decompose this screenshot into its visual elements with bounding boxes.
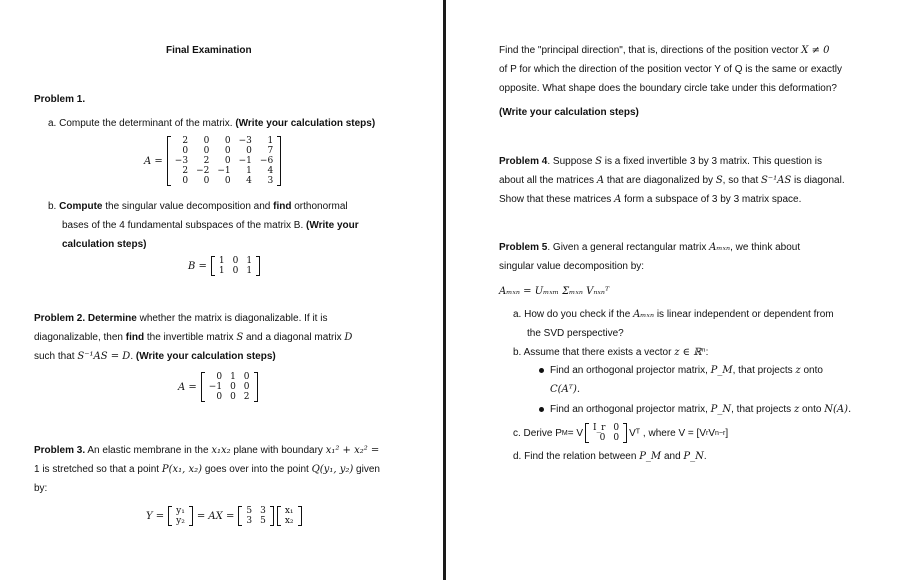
- problem-2-math: S⁻¹AS = D: [77, 351, 131, 362]
- problem-2-math: D: [344, 332, 353, 343]
- matrix-cell: 0: [243, 372, 250, 382]
- problem-5c-text: c. Derive P: [513, 427, 562, 439]
- problem-3-math: Q(y₁, y₂): [311, 464, 354, 475]
- problem-3-math: x₁x₂: [211, 445, 231, 456]
- matrix-cell: 0: [224, 156, 231, 166]
- matrix-cell: 0: [599, 433, 606, 443]
- problem-5-line2: singular value decomposition by:: [499, 261, 645, 272]
- problem-3-heading: Problem 3.: [34, 445, 86, 456]
- matrix-cell: 0: [230, 382, 236, 392]
- matrix-cell: x₂: [284, 516, 294, 526]
- matrix-cell: 0: [613, 433, 620, 443]
- matrix-cell: 0: [232, 256, 239, 266]
- problem-4-text: Show that these matrices: [499, 194, 615, 205]
- problem-3-math: x₁² + x₂² =: [325, 445, 380, 456]
- problem-5a-line2: the SVD perspective?: [527, 328, 624, 339]
- matrix-cell: 3: [267, 176, 274, 186]
- matrix-cell: 5: [246, 506, 253, 516]
- matrix-cell: 0: [216, 392, 223, 402]
- problem-1a-steps: (Write your calculation steps): [235, 118, 376, 129]
- matrix-cell: 1: [218, 266, 225, 276]
- matrix-A-5x5: [144, 136, 281, 186]
- matrix-cell: 1: [246, 166, 252, 176]
- matrix-cell: 3: [246, 516, 253, 526]
- vector-x-table: [281, 506, 298, 526]
- problem-2-text: the invertible matrix: [144, 332, 237, 343]
- r1-line1: [499, 44, 829, 57]
- problem-4-line1: [499, 155, 822, 168]
- problem-5c-text: V: [708, 427, 716, 439]
- problem-2-math: S: [236, 332, 244, 343]
- matrix-cell: 4: [246, 176, 252, 186]
- bullet-1-line1: [539, 364, 823, 377]
- problem-2-text: .: [130, 351, 136, 362]
- problem-5-math: Aₘₓₙ: [709, 242, 731, 253]
- matrix-cell: 1: [246, 256, 253, 266]
- problem-1b-text: the singular value decomposition and: [102, 201, 274, 212]
- matrix-cell: 0: [203, 146, 210, 156]
- matrix-row: [205, 372, 254, 382]
- problem-1b-line1: [48, 200, 348, 213]
- matrix-cell: x₁: [284, 506, 294, 516]
- problem-5c-sub: n−r: [715, 429, 726, 437]
- problem-2-line2: [34, 331, 352, 344]
- problem-5d-math: P_N: [683, 451, 704, 462]
- matrix-cell: 0: [224, 136, 231, 146]
- matrix-row: [171, 176, 277, 186]
- problem-2-text: whether the matrix is diagonalizable. If it is: [136, 313, 328, 324]
- problem-5a-text: is linear independent or dependent from: [654, 309, 834, 320]
- problem-5b-text: b. Assume that there exists a vector: [513, 347, 675, 358]
- problem-1b-text: bases of the 4 fundamental subspaces of the matrix B.: [62, 220, 307, 231]
- bullet-1-text: Find an orthogonal projector matrix,: [550, 365, 711, 376]
- problem-4-math: A: [614, 194, 622, 205]
- bullet-2: [539, 403, 851, 416]
- r1-math: X ≠ 0: [801, 45, 830, 56]
- problem-1b-line2: [62, 219, 359, 232]
- matrix-cell: 2: [182, 136, 189, 146]
- matrix-cell: 3: [260, 506, 266, 516]
- problem-4-text: . Suppose: [547, 156, 596, 167]
- bullet-1-line2: C(Aᵀ).: [550, 384, 581, 395]
- problem-4-text: is a fixed invertible 3 by 3 matrix. This question is: [602, 156, 822, 167]
- matrix-cell: 1: [267, 136, 274, 146]
- problem-1b-line3: calculation steps): [62, 239, 147, 250]
- problem-4-line2: [499, 174, 845, 187]
- problem-5c-sub: M: [561, 429, 568, 437]
- matrix-cell: −6: [259, 156, 274, 166]
- matrix-cell: 2: [182, 166, 189, 176]
- matrix-row: [281, 516, 298, 526]
- matrix-cell: y₂: [176, 516, 185, 526]
- problem-3-text: An elastic membrane in the: [85, 445, 212, 456]
- matrix-row: [171, 136, 277, 146]
- bullet-2-text: , that projects: [731, 404, 794, 415]
- problem-2-text: such that: [34, 351, 78, 362]
- matrix-A2-label: A =: [178, 381, 197, 393]
- right-page: [447, 0, 897, 580]
- problem-4-math: A: [596, 175, 605, 186]
- left-page: [0, 0, 444, 580]
- problem-5a-text: a. How do you check if the: [513, 309, 634, 320]
- matrix-cell: 2: [203, 156, 210, 166]
- r1-line3: opposite. What shape does the boundary circle take under this deformation?: [499, 83, 837, 94]
- problem-2-steps: (Write your calculation steps): [135, 351, 276, 362]
- problem-1b-text: Compute: [59, 201, 103, 212]
- matrix-row: [205, 382, 254, 392]
- matrix-cell: 0: [224, 146, 231, 156]
- problem-5a-math: Aₘₓₙ: [633, 309, 655, 320]
- matrix-A2-table: [205, 372, 254, 402]
- problem-4-math: S: [595, 156, 603, 167]
- problem-3-equation: [146, 506, 302, 526]
- problem-5-text: , we think about: [730, 242, 801, 253]
- vector-y-table: [172, 506, 189, 526]
- problem-4-text: that are diagonalized by: [604, 175, 716, 186]
- matrix-cell: 0: [182, 176, 189, 186]
- problem-5d-text: d. Find the relation between: [513, 451, 640, 462]
- matrix-row: [281, 506, 298, 516]
- matrix-cell: 7: [267, 146, 274, 156]
- page-title: Final Examination: [166, 45, 252, 56]
- problem-3-line3: by:: [34, 483, 48, 494]
- matrix-row: [589, 423, 623, 433]
- bullet-1-text: onto: [800, 365, 823, 376]
- matrix-cell: 0: [203, 176, 210, 186]
- matrix-cell: y₁: [176, 506, 185, 516]
- matrix-p3-table: [242, 506, 269, 526]
- matrix-right-bracket: [277, 136, 281, 186]
- problem-1a-prompt: a. Compute the determinant of the matrix.: [48, 118, 236, 129]
- matrix-right-bracket: [270, 506, 274, 526]
- matrix-row: [171, 166, 277, 176]
- svd-equation: Aₘₓₙ = Uₘₓₘ Σₘₓₙ Vₙₓₙᵀ: [499, 286, 610, 297]
- problem-1a-text: [48, 117, 375, 130]
- matrix-row: [242, 506, 269, 516]
- matrix-row: [215, 256, 256, 266]
- problem-1-heading: Problem 1.: [34, 94, 86, 105]
- problem-5-heading: Problem 5: [499, 242, 548, 253]
- bullet-2-text: Find an orthogonal projector matrix,: [550, 404, 711, 415]
- matrix-row: [172, 516, 189, 526]
- bullet-2-math: z: [793, 404, 800, 415]
- matrix-B-table: [215, 256, 256, 276]
- matrix-cell: 0: [232, 266, 239, 276]
- matrix-right-bracket: [298, 506, 302, 526]
- matrix-row: [215, 266, 256, 276]
- matrix-right-bracket: [256, 256, 260, 276]
- r1-line4: (Write your calculation steps): [499, 107, 639, 118]
- matrix-cell: 0: [224, 176, 231, 186]
- problem-2-text: and a diagonal matrix: [243, 332, 345, 343]
- matrix-cell: 0: [216, 372, 223, 382]
- matrix-cell: 5: [260, 516, 266, 526]
- problem-4-heading: Problem 4: [499, 156, 548, 167]
- problem-5b-text: :: [705, 347, 709, 358]
- problem-3-text: goes over into the point: [202, 464, 312, 475]
- matrix-cell: 0: [182, 146, 189, 156]
- matrix-cell: −1: [238, 156, 252, 166]
- matrix-cell: 0: [613, 423, 620, 433]
- matrix-cell: 0: [246, 146, 252, 156]
- matrix-cell: −3: [238, 136, 252, 146]
- matrix-row: [171, 156, 277, 166]
- matrix-right-bracket: [189, 506, 193, 526]
- matrix-cell: I_r: [593, 423, 606, 433]
- problem-5b: [513, 346, 708, 359]
- problem-5c-text: = V: [567, 427, 584, 439]
- problem-4-math: S: [715, 175, 723, 186]
- matrix-row: [205, 392, 254, 402]
- problem-5-line1: [499, 241, 800, 254]
- bullet-icon: [539, 407, 544, 412]
- problem-1b-text: (Write your: [306, 220, 359, 231]
- matrix-cell: 2: [243, 392, 250, 402]
- matrix-B: [188, 256, 260, 276]
- problem-4-text: is diagonal.: [791, 175, 845, 186]
- problem-3-text: plane with boundary: [230, 445, 326, 456]
- problem-4-text: about all the matrices: [499, 175, 597, 186]
- r1-line2: of P for which the direction of the position vector Y of Q is the same or exactly: [499, 64, 842, 75]
- bullet-1-text: , that projects: [732, 365, 796, 376]
- problem-4-line3: [499, 193, 801, 206]
- matrix-cell: 0: [203, 136, 210, 146]
- matrix-right-bracket: [623, 423, 627, 443]
- r1-text: Find the "principal direction", that is, directions of the position vector: [499, 45, 802, 56]
- problem-4-text: form a subspace of 3 by 3 matrix space.: [621, 194, 802, 205]
- matrix-cell: −1: [217, 166, 231, 176]
- problem-5c-text: ]: [725, 427, 729, 439]
- problem-2-heading: Problem 2.: [34, 313, 88, 324]
- problem-1b-text: b.: [48, 201, 60, 212]
- matrix-cell: 0: [230, 392, 236, 402]
- problem-2-text: find: [125, 332, 145, 343]
- bullet-1-math: P_M: [710, 365, 733, 376]
- matrix-cell: −3: [174, 156, 189, 166]
- problem-5d-math: P_M: [639, 451, 662, 462]
- bullet-icon: [539, 368, 544, 373]
- matrix-A-3x3: [178, 372, 258, 402]
- bullet-2-math: P_N: [710, 404, 732, 415]
- problem-1b-text: orthonormal: [291, 201, 348, 212]
- problem-5b-math: z ∈ ℝⁿ: [674, 347, 706, 358]
- problem-5c-sub: r: [706, 429, 709, 437]
- matrix-row: [242, 516, 269, 526]
- problem-3-text: given: [353, 464, 380, 475]
- problem-5a-line1: [513, 308, 834, 321]
- matrix-cell: 0: [243, 382, 250, 392]
- matrix-B-label: B =: [188, 260, 207, 272]
- matrix-A-table: [171, 136, 277, 186]
- problem-2-line1: [34, 312, 327, 325]
- matrix-row: [589, 433, 623, 443]
- matrix-row: [171, 146, 277, 156]
- bullet-2-math: N(A).: [824, 404, 852, 415]
- problem-4-text: , so that: [722, 175, 762, 186]
- matrix-right-bracket: [254, 372, 258, 402]
- matrix-cell: 1: [246, 266, 253, 276]
- problem-5-text: . Given a general rectangular matrix: [547, 242, 710, 253]
- problem-1b-text: find: [273, 201, 292, 212]
- matrix-cell: 1: [218, 256, 225, 266]
- problem-4-math: S⁻¹AS: [761, 175, 792, 186]
- matrix-A-label: A =: [144, 155, 163, 167]
- bullet-2-text: onto: [799, 404, 825, 415]
- matrix-row: [172, 506, 189, 516]
- problem-3-text: 1 is stretched so that a point: [34, 464, 162, 475]
- bullet-1-math: z: [795, 365, 801, 376]
- matrix-cell: 4: [267, 166, 274, 176]
- page-divider: [443, 0, 446, 580]
- problem-5c-text: Vᵀ , where V = [V: [629, 427, 707, 439]
- matrix-cell: 1: [230, 372, 236, 382]
- matrix-5c-table: [589, 423, 623, 443]
- problem-5d-text: and: [661, 451, 684, 462]
- problem-5d: [513, 450, 707, 463]
- problem-2-text: Determine: [87, 313, 137, 324]
- equation-Y-label: Y =: [146, 510, 165, 522]
- problem-3-line2: [34, 463, 380, 476]
- matrix-cell: −1: [208, 382, 223, 392]
- equation-mid: = AX =: [196, 510, 235, 522]
- problem-3-math: P(x₁, x₂): [161, 464, 203, 475]
- problem-5c: [513, 423, 728, 443]
- problem-5d-text: .: [703, 451, 707, 462]
- problem-2-text: diagonalizable, then: [34, 332, 126, 343]
- problem-2-line3: [34, 350, 276, 363]
- problem-3-line1: [34, 444, 379, 457]
- matrix-cell: −2: [196, 166, 210, 176]
